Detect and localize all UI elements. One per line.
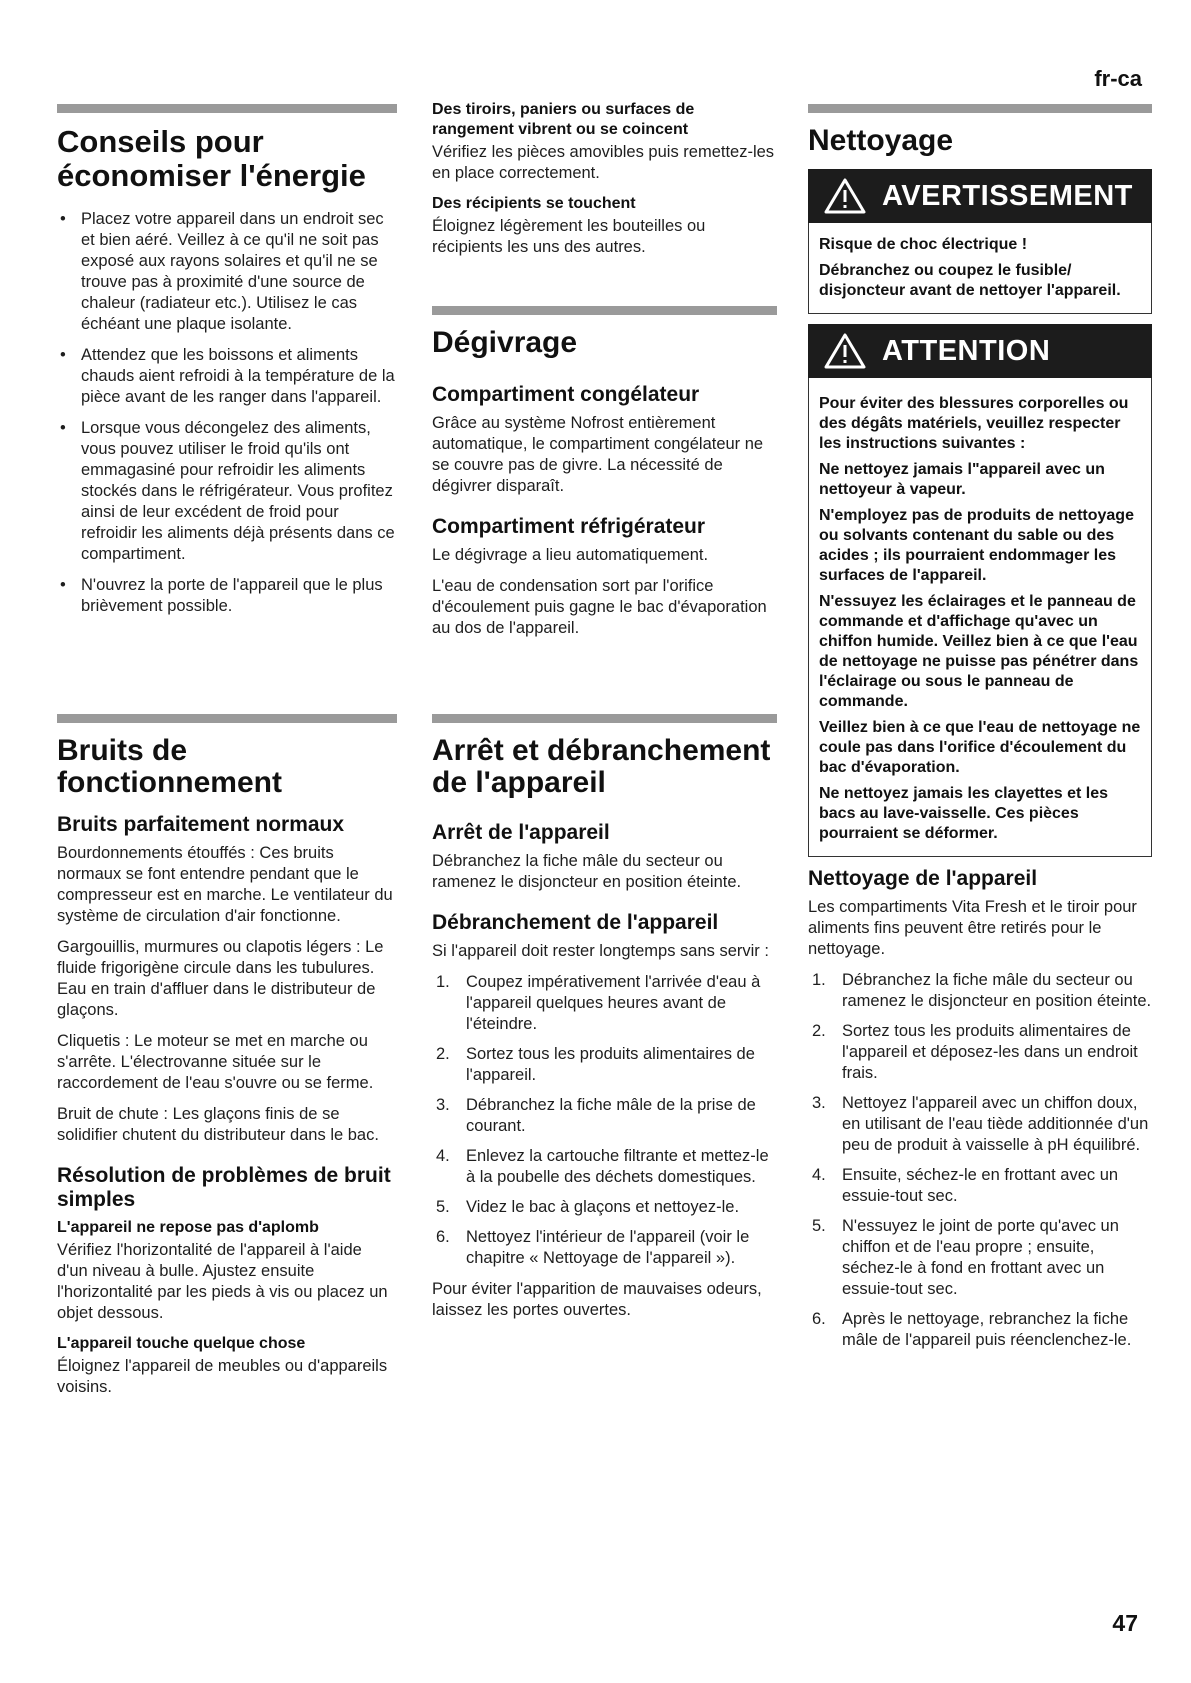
list-item: • Attendez que les boissons et aliments chauds aient refroidi à la température de la pièce avant de les ranger dans l'appareil. [57,345,397,408]
list-item [432,1227,777,1269]
clean-appliance-title: Nettoyage de l'appareil [808,867,1038,890]
warning-icon [824,333,866,369]
column-1-noise [57,714,397,1408]
step-number: 4. [812,1166,826,1184]
language-code: fr-ca [1094,66,1142,91]
touching-title: L'appareil touche quelque chose [57,1335,306,1352]
warning-body [808,223,1152,314]
step-number: 3. [812,1094,826,1112]
list-item [808,1165,1152,1207]
list-item [432,1044,777,1086]
step-number: 4. [436,1147,450,1165]
not-level-text: Vérifiez l'horizontalité de l'appareil à l'aide d'un niveau à bulle. Ajustez ensuite l'horizontalité par les pieds à vis ou placez un objet dessous. [57,1241,388,1322]
unplug-intro: Si l'appareil doit rester longtemps sans servir : [432,942,769,960]
list-item [808,1021,1152,1084]
touching-text: Éloignez l'appareil de meubles ou d'appareils voisins. [57,1357,388,1396]
list-item [808,1216,1152,1300]
page-number: 47 [1112,1610,1138,1636]
list-item: • Lorsque vous décongelez des aliments, vous pouvez utiliser le froid qu'ils ont emmagasiné pour refroidir les aliments stockés dans le réfrigérateur. Vous profitez ainsi de leur excédent de froid pour refroidir les aliments déjà présents dans ce compartiment. [57,418,397,565]
warning-text: Débranchez ou coupez le fusible/ disjoncteur avant de nettoyer l'appareil. [819,262,1121,299]
list-item [432,1197,777,1218]
step-number: 5. [812,1217,826,1235]
resolution-title: Résolution de problèmes de bruit simples [57,1164,391,1211]
normal-noise-title: Bruits parfaitement normaux [57,813,345,836]
list-item: • Placez votre appareil dans un endroit sec et bien aéré. Veillez à ce qu'il ne soit pas exposé aux rayons solaires et qu'il ne se trouve pas à proximité d'une source de chaleur (radiateur etc.). Utilisez le cas échéant une plaque isolante. [57,209,397,335]
step-text: N'essuyez le joint de porte qu'avec un chiffon et de l'eau propre ; ensuite, séchez-le à fond en frottant avec un essuie-tout sec. [842,1217,1119,1298]
cleaning-steps [808,970,1152,1351]
shutdown-title: Arrêt et débranchement de l'appareil [432,734,771,799]
step-text: Après le nettoyage, rebranchez la fiche mâle de l'appareil puis réenclenchez-le. [842,1310,1132,1349]
step-number: 1. [812,971,826,989]
step-text: Débranchez la fiche mâle de la prise de courant. [466,1096,756,1135]
cleaning-title: Nettoyage [808,124,954,157]
drawers-title: Des tiroirs, paniers ou surfaces de rangement vibrent ou se coincent [432,101,695,138]
attention-header [808,324,1152,378]
containers-title: Des récipients se touchent [432,195,636,212]
section-rule [57,714,397,723]
shutdown-section [432,714,777,1331]
attention-text: N'essuyez les éclairages et le panneau de commande et d'affichage qu'avec un chiffon humide. Veillez bien à ce que l'eau de nettoyage ne puisse pas pénétrer dans l'éclairage ou sous le panneau de commande. [819,593,1139,710]
freezer-text: Grâce au système Nofrost entièrement automatique, le compartiment congélateur ne se couvre pas de givre. La nécessité de dégivrer disparaît. [432,414,764,495]
section-rule [432,714,777,723]
warning-text: Risque de choc électrique ! [819,236,1028,253]
defrost-title: Dégivrage [432,326,578,359]
list-item [808,1309,1152,1351]
attention-text: Ne nettoyez jamais les clayettes et les bacs au lave-vaisselle. Ces pièces pourraient se déformer. [819,785,1109,842]
step-number: 2. [812,1022,826,1040]
containers-text: Éloignez légèrement les bouteilles ou récipients les uns des autres. [432,217,706,256]
step-number: 6. [812,1310,826,1328]
list-item [432,1095,777,1137]
energy-title: Conseils pour économiser l'énergie [57,124,366,193]
section-rule [57,104,397,113]
noise-paragraph: Cliquetis : Le moteur se met en marche ou s'arrête. L'électrovanne située sur le raccordement de l'eau s'ouvre ou se ferme. [57,1032,374,1092]
section-rule [808,104,1152,113]
defrost-section [432,306,777,649]
column-3 [808,104,1152,1361]
fridge-text: L'eau de condensation sort par l'orifice d'écoulement puis gagne le bac d'évaporation au dos de l'appareil. [432,577,767,637]
step-text: Ensuite, séchez-le en frottant avec un essuie-tout sec. [842,1166,1119,1205]
column-2 [432,100,777,268]
step-text: Sortez tous les produits alimentaires de l'appareil et déposez-les dans un endroit frais. [842,1022,1138,1082]
stop-text: Débranchez la fiche mâle du secteur ou ramenez le disjoncteur en position éteinte. [432,852,742,891]
list-item [432,1146,777,1188]
step-text: Coupez impérativement l'arrivée d'eau à l'appareil quelques heures avant de l'éteindre. [466,973,761,1033]
energy-tips-list [57,209,397,617]
attention-body [808,378,1152,857]
stop-title: Arrêt de l'appareil [432,821,610,844]
step-number: 6. [436,1228,450,1246]
step-number: 2. [436,1045,450,1063]
drawers-text: Vérifiez les pièces amovibles puis remettez-les en place correctement. [432,143,775,182]
step-text: Videz le bac à glaçons et nettoyez-le. [466,1198,740,1216]
step-number: 5. [436,1198,450,1216]
step-text: Nettoyez l'intérieur de l'appareil (voir le chapitre « Nettoyage de l'appareil »). [466,1228,750,1267]
shutdown-outro: Pour éviter l'apparition de mauvaises odeurs, laissez les portes ouvertes. [432,1280,762,1319]
attention-text: Pour éviter des blessures corporelles ou des dégâts matériels, veuillez respecter les instructions suivantes : [819,395,1129,452]
warning-label: AVERTISSEMENT [882,179,1133,212]
attention-text: Veillez bien à ce que l'eau de nettoyage ne coule pas dans l'orifice d'écoulement du bac d'évaporation. [819,719,1141,776]
step-text: Sortez tous les produits alimentaires de l'appareil. [466,1045,755,1084]
warning-icon [824,178,866,214]
attention-text: N'employez pas de produits de nettoyage ou solvants contenant du sable ou des acides ; ils pourraient endommager les surfaces de l'appareil. [819,507,1134,584]
step-text: Enlevez la cartouche filtrante et mettez-le à la poubelle des déchets domestiques. [466,1147,769,1186]
noise-title: Bruits de fonctionnement [57,734,282,799]
noise-paragraph: Gargouillis, murmures ou clapotis légers : Le fluide frigorigène circule dans les tubulures. Eau en train d'affluer dans le distributeur de glaçons. [57,938,384,1019]
attention-text: Ne nettoyez jamais l"appareil avec un nettoyeur à vapeur. [819,461,1105,498]
section-rule [432,306,777,315]
noise-paragraph: Bruit de chute : Les glaçons finis de se solidifier chutent du distributeur dans le bac. [57,1105,379,1144]
freezer-title: Compartiment congélateur [432,383,700,406]
unplug-title: Débranchement de l'appareil [432,911,719,934]
not-level-title: L'appareil ne repose pas d'aplomb [57,1219,319,1236]
list-item [432,972,777,1035]
unplug-steps [432,972,777,1269]
attention-box [808,324,1152,857]
column-1 [57,104,397,627]
fridge-title: Compartiment réfrigérateur [432,515,706,538]
fridge-text: Le dégivrage a lieu automatiquement. [432,546,709,564]
list-item: • N'ouvrez la porte de l'appareil que le plus brièvement possible. [57,575,397,617]
attention-label: ATTENTION [882,334,1051,367]
step-number: 1. [436,973,450,991]
list-item [808,1093,1152,1156]
step-text: Débranchez la fiche mâle du secteur ou ramenez le disjoncteur en position éteinte. [842,971,1152,1010]
step-text: Nettoyez l'appareil avec un chiffon doux, en utilisant de l'eau tiède additionnée d'un peu de produit à vaisselle à pH équilibré. [842,1094,1149,1154]
warning-box [808,169,1152,314]
list-item [808,970,1152,1012]
clean-intro: Les compartiments Vita Fresh et le tiroir pour aliments fins peuvent être retirés pour le nettoyage. [808,898,1137,958]
warning-header [808,169,1152,223]
step-number: 3. [436,1096,450,1114]
noise-paragraph: Bourdonnements étouffés : Ces bruits normaux se font entendre pendant que le compresseur est en marche. Le ventilateur du système de circulation d'air fonctionne. [57,844,393,925]
